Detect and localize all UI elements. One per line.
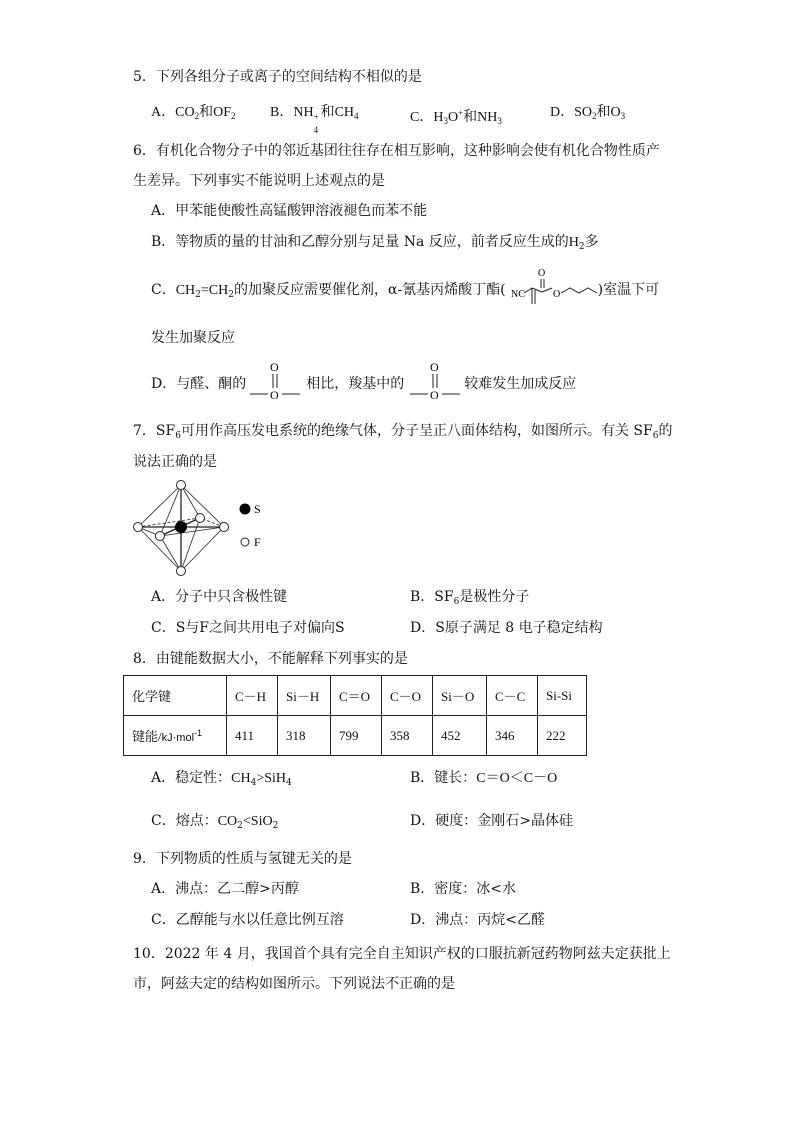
q6-stem-line1: 6．有机化合物分子中的邻近基团往往存在相互影响，这种影响会使有机化合物性质产 xyxy=(133,143,660,159)
sulfur-atom xyxy=(175,521,187,533)
table-header-row xyxy=(124,676,587,716)
table-cell: C－O xyxy=(382,676,433,716)
q8-option-c: C．熔点：$CO_2<SiO_2$ xyxy=(151,813,279,831)
carbonyl-o-top: O xyxy=(270,360,279,374)
carbonyl-o-bottom: O xyxy=(430,388,439,402)
q8-option-a: A．稳定性：$CH_4>SiH_4$ xyxy=(151,770,292,788)
fluorine-atom xyxy=(177,481,186,490)
legend-fluorine-dot xyxy=(241,538,249,546)
table-cell: C－C xyxy=(487,676,538,716)
table-cell: C－H xyxy=(227,676,278,716)
bond-energy-table xyxy=(123,675,587,756)
q7-option-d: D．S原子满足 8 电子稳定结构 xyxy=(410,620,603,636)
q5-option-c: C．$H_3O^+$和$NH_3$ xyxy=(410,108,502,126)
carbonyl-o-label: O xyxy=(538,268,546,279)
q8-stem: 8．由键能数据大小，不能解释下列事实的是 xyxy=(133,651,408,667)
q7-option-a: A．分子中只含极性键 xyxy=(151,589,288,605)
q6-option-b: B．等物质的量的甘油和乙醇分别与足量 Na 反应，前者反应生成的$H_2$多 xyxy=(151,234,599,252)
q8-option-b: B．键长：C＝O＜C－O xyxy=(410,770,558,786)
table-cell: 222 xyxy=(538,716,587,756)
q9-option-c: C．乙醇能与水以任意比例互溶 xyxy=(151,912,344,928)
q6-stem-line2: 生差异。下列事实不能说明上述观点的是 xyxy=(133,173,385,189)
fluorine-atom xyxy=(177,567,186,576)
sf6-octahedron-diagram xyxy=(130,478,280,578)
table-row xyxy=(124,716,587,756)
table-cell: 358 xyxy=(382,716,433,756)
q6-option-d: D．与醛、酮的 相比，羧基中的 较难发生加成反应 xyxy=(151,376,577,392)
q5-stem: 5．下列各组分子或离子的空间结构不相似的是 xyxy=(133,69,422,85)
q10-stem-line1: 10．2022 年 4 月，我国首个具有完全自主知识产权的口服抗新冠药物阿兹夫定获批上 xyxy=(133,946,671,962)
q9-option-a: A．沸点：乙二醇>丙醇 xyxy=(151,881,299,897)
carboxyl-carbonyl-diagram xyxy=(406,358,462,402)
carbonyl-o-bottom: O xyxy=(270,388,279,402)
q5-option-d: D．$SO_2$和$O_3$ xyxy=(550,105,626,121)
aldehyde-carbonyl-diagram xyxy=(246,358,302,402)
q7-option-c: C．S与F之间共用电子对偏向S xyxy=(151,620,345,636)
table-cell: 799 xyxy=(331,716,382,756)
q7-option-b: B．$SF_6$是极性分子 xyxy=(410,589,530,607)
legend-f-label: F xyxy=(254,535,261,549)
ester-o-label: O xyxy=(553,289,561,300)
fluorine-atom xyxy=(220,523,229,532)
fluorine-atom xyxy=(134,523,143,532)
q7-stem-line1: 7．$SF_6$可用作高压发电系统的绝缘气体，分子呈正八面体结构，如图所示。有关 $SF_6$的 xyxy=(133,423,673,441)
q6-option-c: C．$CH_2=CH_2$的加聚反应需要催化剂，α-氰基丙烯酸丁酯( )室温下可 xyxy=(151,282,660,300)
q6-option-a: A．甲苯能使酸性高锰酸钾溶液褪色而苯不能 xyxy=(151,203,428,219)
table-cell: 346 xyxy=(487,716,538,756)
fluorine-atom xyxy=(196,514,205,523)
table-cell: 318 xyxy=(278,716,331,756)
table-cell: 化学键 xyxy=(124,676,227,716)
table-cell: Si－H xyxy=(278,676,331,716)
q9-option-b: B．密度：冰<水 xyxy=(410,881,517,897)
cyanoacrylate-structure xyxy=(500,264,604,310)
q6-option-c-line2: 发生加聚反应 xyxy=(151,330,235,346)
nitrile-label: NC xyxy=(511,289,525,300)
table-cell: C＝O xyxy=(331,676,382,716)
legend-sulfur-dot xyxy=(240,504,251,515)
table-cell: 键能/kJ·mol$^{-1}$ xyxy=(124,716,227,756)
q7-stem-line2: 说法正确的是 xyxy=(133,454,217,470)
legend-s-label: S xyxy=(254,502,261,516)
table-cell: 411 xyxy=(227,716,278,756)
q5-option-b: B．NH + 4 和$CH_4$ xyxy=(270,105,359,135)
table-cell: Si-Si xyxy=(538,676,587,716)
q5-option-a: A．$CO_2$和$OF_2$ xyxy=(151,105,236,121)
fluorine-atom xyxy=(156,532,165,541)
table-cell: Si－O xyxy=(433,676,487,716)
q9-stem: 9．下列物质的性质与氢键无关的是 xyxy=(133,851,352,867)
carbonyl-o-top: O xyxy=(430,360,439,374)
q9-option-d: D．沸点：丙烷<乙醛 xyxy=(410,912,545,928)
table-cell: 452 xyxy=(433,716,487,756)
q10-stem-line2: 市，阿兹夫定的结构如图所示。下列说法不正确的是 xyxy=(133,976,455,992)
q8-option-d: D．硬度：金刚石>晶体硅 xyxy=(410,813,573,829)
